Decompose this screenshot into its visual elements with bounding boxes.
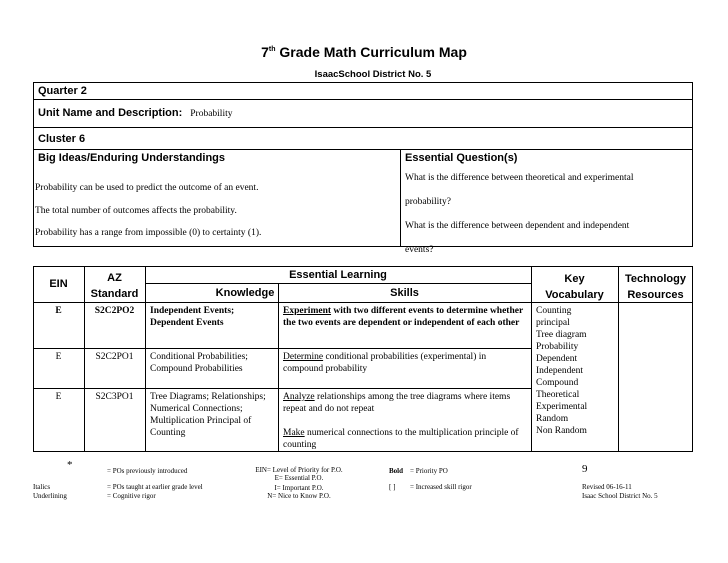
table-row-ein: E (55, 392, 62, 402)
table-row-standard: S2C3PO1 (95, 392, 134, 402)
page-number: 9 (582, 463, 588, 475)
vocabulary-item: Non Random (536, 426, 587, 436)
big-idea-item: Probability can be used to predict the outcome of an event. (35, 183, 259, 193)
district-subtitle: IsaacSchool District No. 5 (314, 69, 432, 80)
footer-priority: = Priority PO (410, 467, 448, 475)
table-row-ein: E (55, 306, 62, 316)
header-key-vocabulary: Key Vocabulary (545, 273, 604, 301)
vocabulary-item: principal (536, 318, 570, 328)
header-skills: Skills (390, 287, 419, 299)
footer-ein-legend: EIN= Level of Priority for P.O. E= Essential P.O. I= Important P.O. N= Nice to Know P.O. (255, 466, 343, 500)
table-row-skills: Determine conditional probabilities (experimental) in compound probability (283, 352, 487, 374)
essential-questions-label: Essential Question(s) (405, 152, 518, 164)
vocabulary-item: Compound (536, 378, 579, 388)
footer-pos-previous: = POs previously introduced (107, 467, 188, 475)
table-row-ein: E (55, 352, 62, 362)
essential-question: What is the difference between dependent and independent events? (405, 221, 630, 255)
vocabulary-item: Independent (536, 366, 583, 376)
vocabulary-item: Probability (536, 342, 579, 352)
footer-district: Isaac School District No. 5 (582, 492, 658, 500)
cluster-label: Cluster 6 (38, 133, 86, 145)
vocabulary-item: Dependent (536, 354, 578, 364)
footer-italics: Italics (33, 483, 51, 491)
unit-row (38, 103, 232, 121)
vocabulary-item: Experimental (536, 402, 588, 412)
unit-label: Unit Name and Description: (38, 107, 183, 119)
header-knowledge: Knowledge (215, 287, 275, 299)
quarter-label: Quarter 2 (38, 85, 87, 97)
big-idea-item: The total number of outcomes affects the probability. (35, 206, 237, 216)
header-ein: EIN (49, 278, 68, 290)
header-essential-learning: Essential Learning (289, 269, 387, 281)
header-az-standard: AZ Standard (90, 272, 139, 300)
vocabulary-list (536, 305, 616, 437)
footer-revised: Revised 06-16-11 (582, 483, 632, 491)
table-row-standard: S2C2PO2 (94, 306, 135, 316)
table-row-standard: S2C2PO1 (95, 352, 134, 362)
footer-cognitive: = Cognitive rigor (107, 492, 156, 500)
essential-question: What is the difference between theoretical and experimental probability? (405, 173, 634, 207)
table-row-skills: Experiment with two different events to determine whether the two events are dependent or independent of each other (283, 306, 524, 328)
footer-increased: = Increased skill rigor (410, 483, 472, 491)
big-ideas-label: Big Ideas/Enduring Understandings (38, 152, 226, 164)
footer-underlining: Underlining (33, 492, 67, 500)
header-technology-resources: Technology Resources (625, 273, 686, 301)
vocabulary-item: Tree diagram (536, 330, 587, 340)
vocabulary-item: Counting (536, 306, 572, 316)
footer-bold: Bold (389, 467, 404, 475)
big-idea-item: Probability has a range from impossible (0) to certainty (1). (35, 228, 262, 238)
footer-asterisk: * (67, 459, 73, 471)
table-row-knowledge: Independent Events; Dependent Events (150, 306, 235, 328)
vocabulary-item: Theoretical (536, 390, 580, 400)
table-row-skills: Analyze relationships among the tree diagrams where items repeat and do not repeat Make numerical connections to the multiplication principle of counting (283, 392, 519, 450)
page-title: 7th Grade Math Curriculum Map (261, 44, 467, 60)
unit-value: Probability (190, 109, 233, 119)
footer-brackets: [ ] (389, 483, 396, 491)
vocabulary-item: Random (536, 414, 569, 424)
table-row-knowledge: Conditional Probabilities; Compound Probabilities (150, 352, 248, 374)
table-row-knowledge: Tree Diagrams; Relationships; Numerical Connections; Multiplication Principal of Counting (150, 392, 266, 438)
footer-pos-earlier: = POs taught at earlier grade level (107, 483, 203, 491)
